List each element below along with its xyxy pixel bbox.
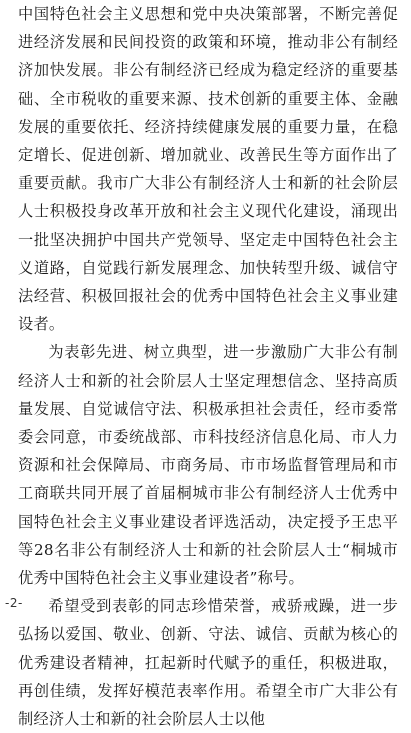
page-number: -2- bbox=[5, 596, 23, 610]
paragraph-continuation: 中国特色社会主义思想和党中央决策部署，不断完善促进经济发展和民间投资的政策和环境，推动非公有制经济加快发展。非公有制经济已经成为稳定经济的重要基础、全市税收的重要来源、技术创新的重要主体、金融发展的重要依托、经济持续健康发展的重要力量，在稳定增长、促进创新、增加就业、改善民生等方面作出了重要贡献。我市广大非公有制经济人士和新的社会阶层人士积极投身改革开放和社会主义现代化建设，涌现出一批坚决拥护中国共产党领导、坚定走中国特色社会主义道路，自觉践行新发展理念、加快转型升级、诚信守法经营、积极回报社会的优秀中国特色社会主义事业建设者。 bbox=[18, 5, 398, 334]
paragraph-expectation: 希望受到表彰的同志珍惜荣誉，戒骄戒躁，进一步弘扬以爱国、敬业、创新、守法、诚信、贡献为核心的优秀建设者精神，扛起新时代赋予的重任，积极进取，再创佳绩，发挥好模范表率作用。希望全市广大非公有制经济人士和新的社会阶层人士以他 bbox=[18, 597, 398, 729]
paragraph-commendation: 为表彰先进、树立典型，进一步激励广大非公有制经济人士和新的社会阶层人士坚定理想信念、坚持高质量发展、自觉诚信守法、积极承担社会责任，经市委常委会同意，市委统战部、市科技经济信息化局、市人力资源和社会保障局、市商务局、市市场监督管理局和市工商联共同开展了首届桐城市非公有制经济人士优秀中国特色社会主义事业建设者评选活动，决定授予王忠平等28名非公有制经济人士和新的社会阶层人士“桐城市优秀中国特色社会主义事业建设者”称号。 bbox=[18, 343, 398, 588]
document-body bbox=[18, 0, 398, 733]
